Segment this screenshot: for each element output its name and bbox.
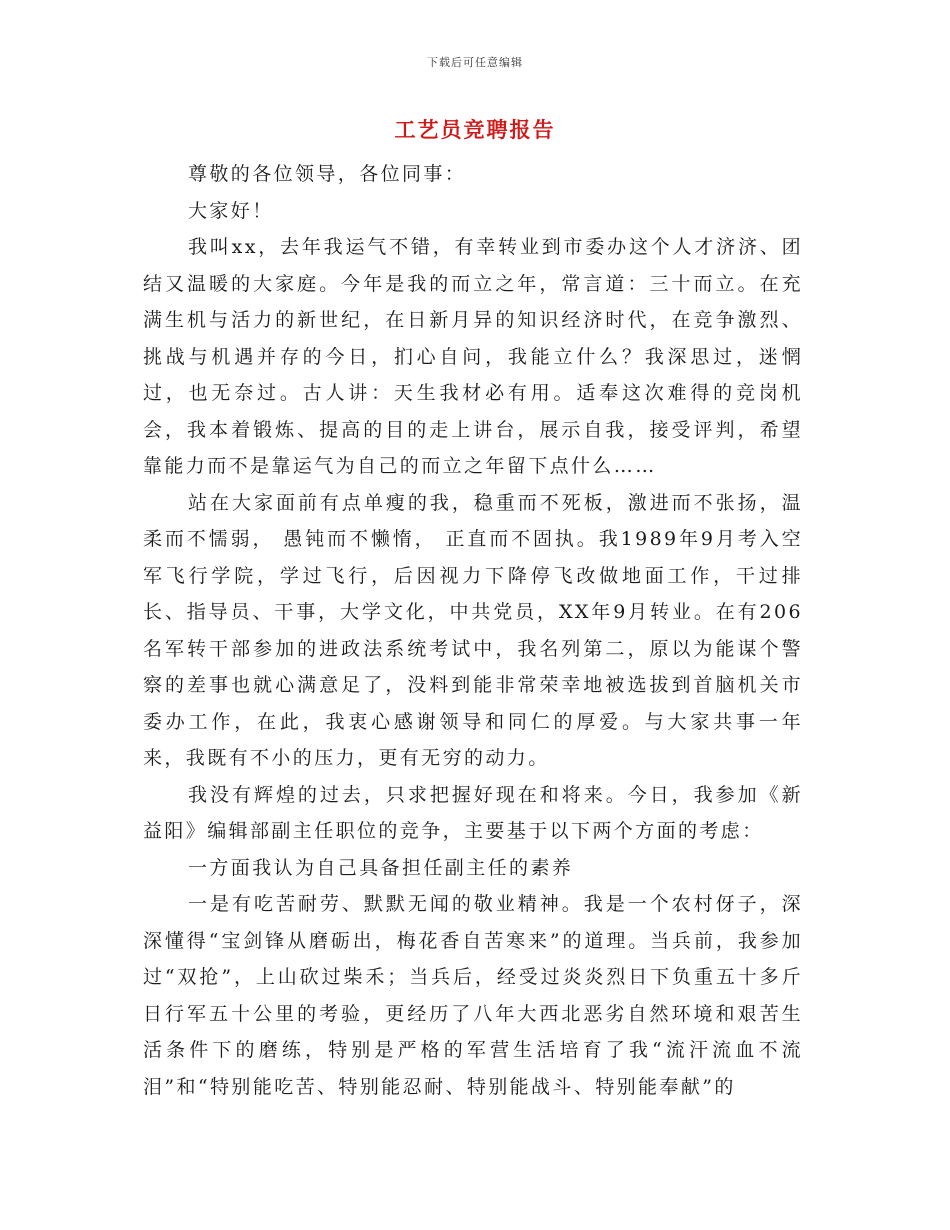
paragraph-hello: 大家好！ — [188, 199, 274, 222]
paragraph-motivation: 我没有辉煌的过去，只求把握好现在和将来。今日，我参加《新益阳》编辑部副主任职位的竞争，主要基于以下两个方面的考虑： — [143, 783, 803, 842]
paragraph-section-heading: 一方面我认为自己具备担任副主任的素养 — [188, 856, 574, 879]
document-title: 工艺员竞聘报告 — [394, 117, 556, 142]
paragraph-introduction: 我叫xx，去年我运气不错，有幸转业到市委办这个人才济济、团结又温暖的大家庭。今年是我的而立之年，常言道：三十而立。在充满生机与活力的新世纪，在日新月异的知识经济时代，在竞争激烈、挑战与机遇并存的今日，扪心自问，我能立什么？我深思过，迷惘过，也无奈过。古人讲：天生我材必有用。适奉这次难得的竞岗机会，我本着锻炼、提高的目的走上讲台，展示自我，接受评判，希望靠能力而不是靠运气为自己的而立之年留下点什么…… — [143, 236, 803, 477]
document-body — [143, 156, 803, 1105]
page-header-note: 下载后可任意编辑 — [427, 56, 523, 69]
paragraph-background: 站在大家面前有点单瘦的我，稳重而不死板，激进而不张扬，温柔而不懦弱， 愚钝而不懒惰， 正直而不固执。我1989年9月考入空军飞行学院，学过飞行，后因视力下降停飞改做地面工作，干过排长、指导员、干事，大学文化，中共党员，XX年9月转业。在有206名军转干部参加的进政法系统考试中，我名列第二，原以为能谋个警察的差事也就心满意足了，没料到能非常荣幸地被选拔到首脑机关市委办工作，在此，我衷心感谢领导和同仁的厚爱。与大家共事一年来，我既有不小的压力，更有无穷的动力。 — [143, 491, 803, 769]
paragraph-greeting: 尊敬的各位领导，各位同事： — [188, 163, 467, 185]
paragraph-point-one: 一是有吃苦耐劳、默默无闻的敬业精神。我是一个农村伢子，深深懂得“宝剑锋从磨砺出，梅花香自苦寒来”的道理。当兵前，我参加过“双抢”，上山砍过柴禾；当兵后，经受过炎炎烈日下负重五十多斤日行军五十公里的考验，更经历了八年大西北恶劣自然环境和艰苦生活条件下的磨练，特别是严格的军营生活培育了我“流汗流血不流泪”和“特别能吃苦、特别能忍耐、特别能战斗、特别能奉献”的 — [143, 893, 803, 1098]
